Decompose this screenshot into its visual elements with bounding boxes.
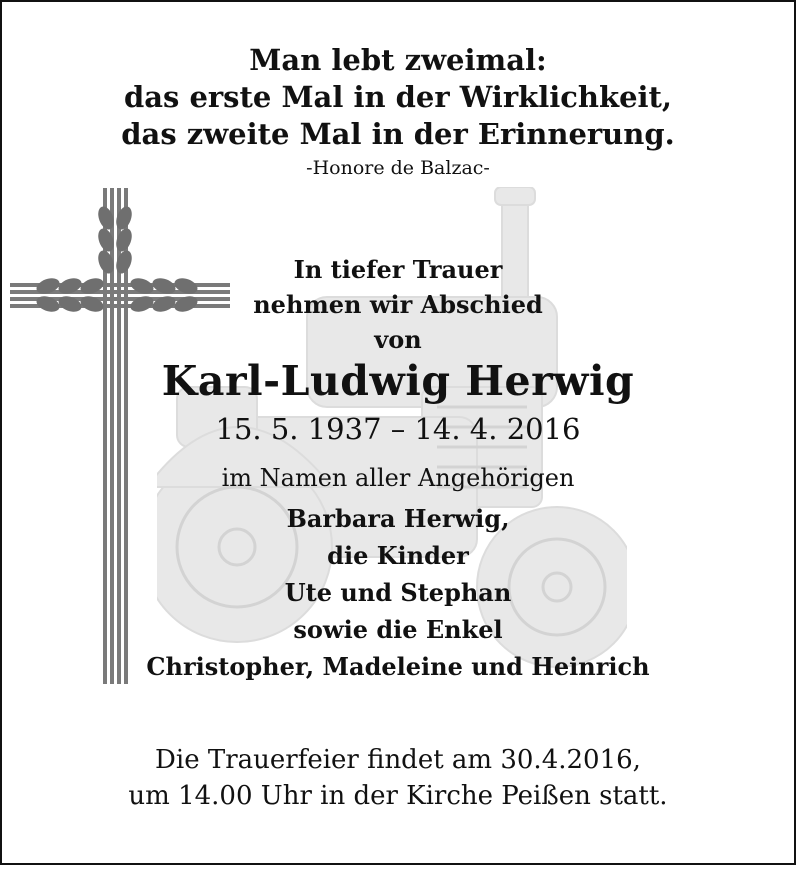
ceremony-info [2,742,794,814]
notice-content [2,2,794,863]
ceremony-line: Die Trauerfeier findet am 30.4.2016, [155,745,641,775]
quote-line: das erste Mal in der Wirklichkeit, [123,80,673,114]
intro-line: nehmen wir Abschied [253,290,543,319]
ceremony-line: um 14.00 Uhr in der Kirche Peißen statt. [128,781,668,811]
quote-line: Man lebt zweimal: [249,43,547,77]
mourners-list [2,500,794,685]
deceased-name: Karl-Ludwig Herwig [161,357,635,405]
deceased-dates: 15. 5. 1937 – 14. 4. 2016 [215,412,581,446]
quote-line: das zweite Mal in der Erinnerung. [121,117,675,151]
mourners-intro: im Namen aller Angehörigen [221,464,575,492]
mourner-line: Christopher, Madeleine und Heinrich [146,652,650,681]
mourning-intro [2,252,794,357]
quote-author: -Honore de Balzac- [306,157,490,179]
mourner-line: sowie die Enkel [293,615,503,644]
intro-line: In tiefer Trauer [293,255,503,284]
mourner-line: Ute und Stephan [284,578,512,607]
mourner-line: die Kinder [327,541,469,570]
mourner-line: Barbara Herwig, [286,504,510,533]
quote [2,42,794,153]
intro-line: von [374,325,422,354]
